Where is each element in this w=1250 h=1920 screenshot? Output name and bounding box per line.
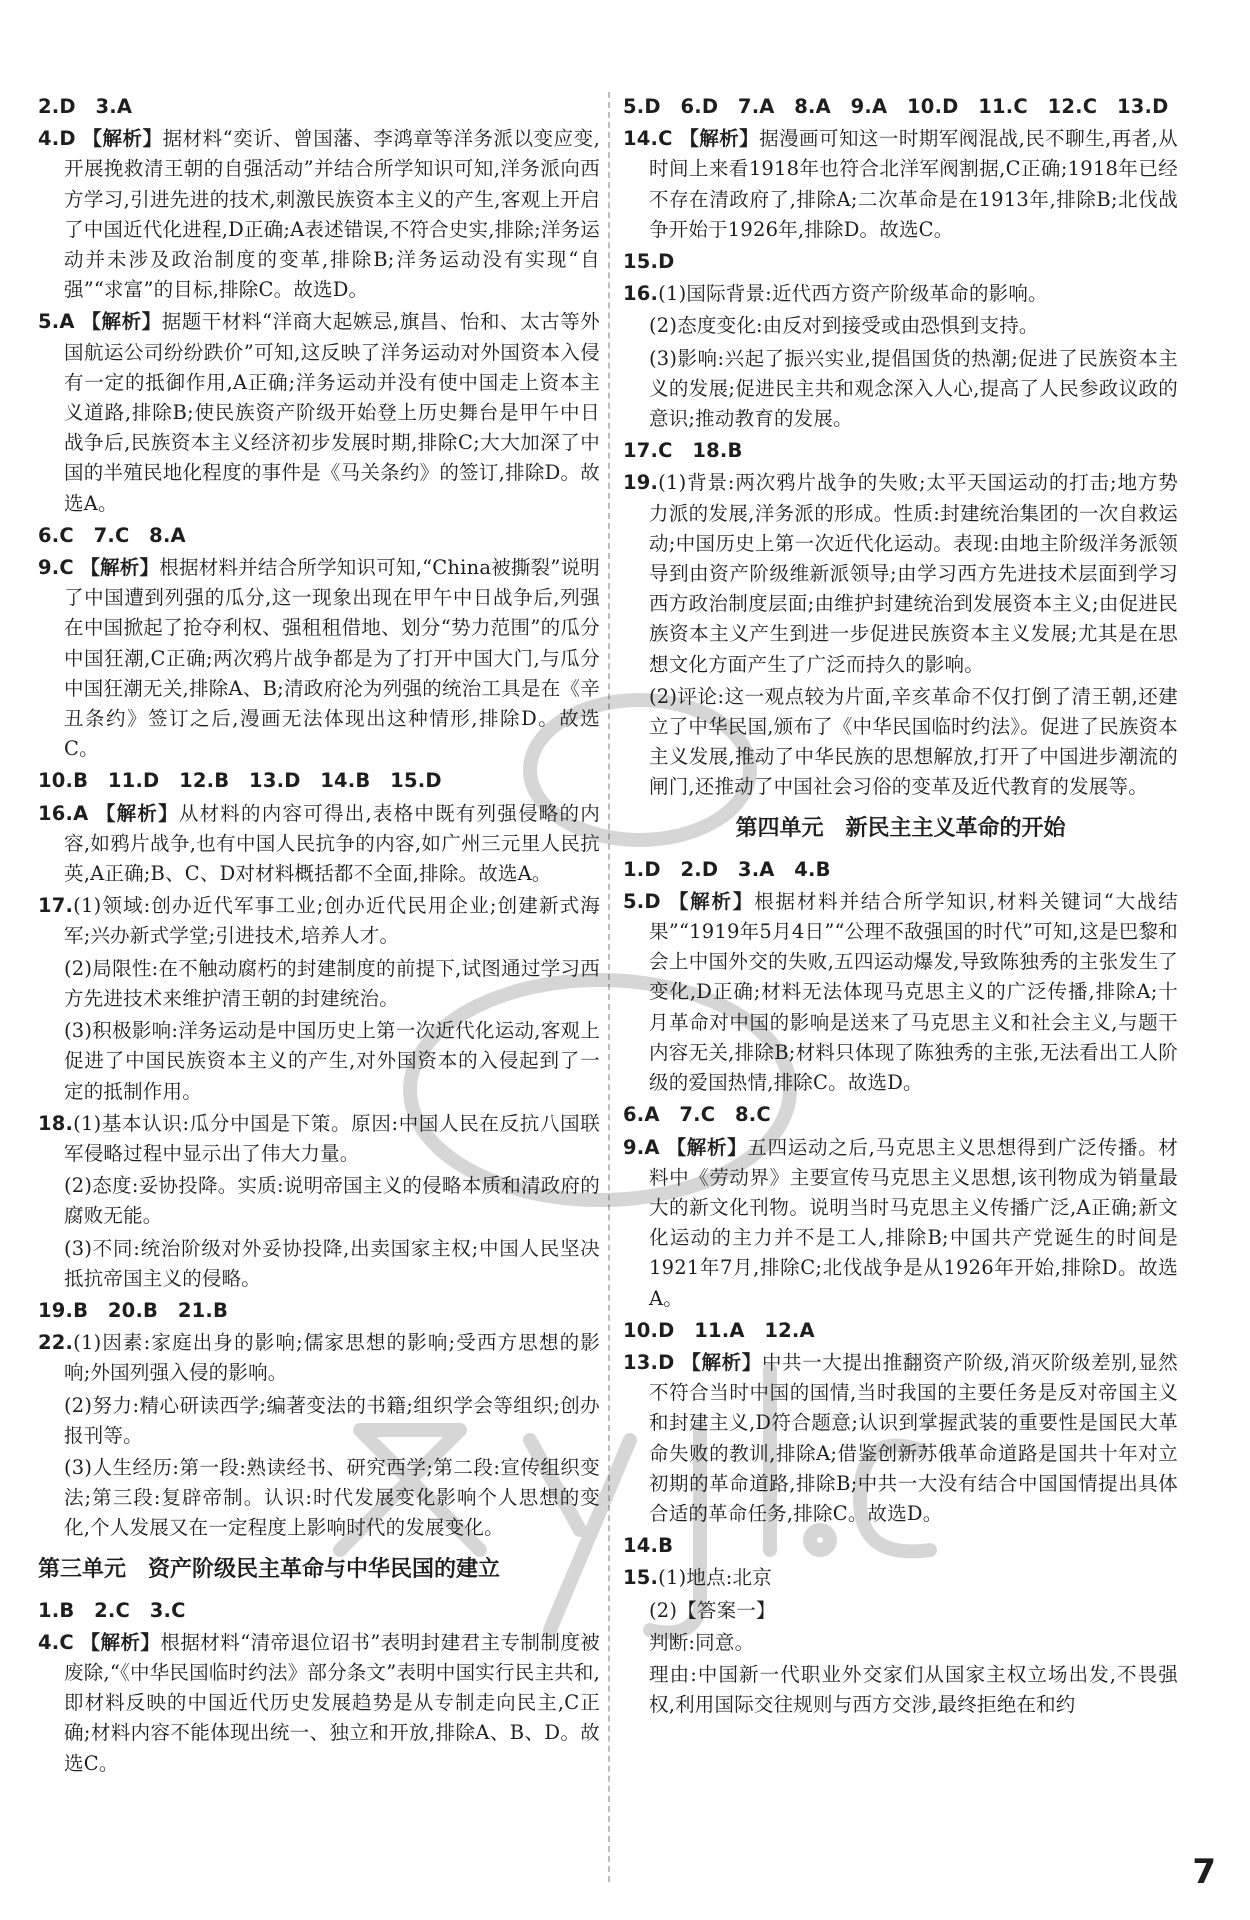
answer-text: 中共一大提出推翻资产阶级,消灭阶级差别,显然不符合当时中国的国情,当时我国的主要任务是反对帝国主义和封建主义,D符合题意;认识到掌握武装的重要性是国民大革命失败的教训,排除A;借鉴创新苏俄革命道路是国共十年对立初期的革命道路,排除B;中共一大没有结合中国国情提出具体合适的革命任务,排除C。故选D。 (649, 1350, 1178, 1525)
answer-line (623, 92, 1178, 122)
answer-subpart: (2)努力:精心研读西学;编著变法的书籍;组织学会等组织;创办报刊等。 (64, 1393, 600, 1447)
analysis-label: 【解析】 (80, 556, 160, 580)
analysis-label: 【解析】 (666, 1135, 748, 1159)
answer-line (38, 1596, 600, 1626)
question-number: 13.D (623, 1350, 675, 1374)
column-divider (608, 92, 610, 1882)
answer-numbers: 1.B 2.C 3.C (38, 1598, 186, 1622)
answer-numbers: 5.D 6.D 7.A 8.A 9.A 10.D 11.C 12.C 13.D (623, 95, 1169, 118)
answer-line (38, 92, 600, 122)
answer-line (38, 1296, 600, 1326)
question-number: 22. (38, 1331, 74, 1355)
analysis-label: 【解析】 (681, 1350, 762, 1374)
answer-numbers: 10.B 11.D 12.B 13.D 14.B 15.D (38, 769, 442, 793)
right-column (623, 92, 1178, 1722)
answer-text: 据题干材料“洋商大起嫉忌,旗昌、怡和、太古等外国航运公司纷纷跌价”可知,这反映了洋务运动对外国资本入侵有一定的抵御作用,A正确;洋务运动并没有使中国走上资本主义道路,排除B;使民族资产阶级开始登上历史舞台是甲午中日战争后,民族资本主义经济初步发展时期,排除C;大大加深了中国的半殖民地化程度的事件是《马关条约》的签订,排除D。故选A。 (64, 310, 600, 515)
answer-text: (1)国际背景:近代西方资产阶级革命的影响。 (658, 282, 1048, 306)
question-number: 4.C (38, 1630, 74, 1654)
answer-numbers: 17.C 18.B (623, 439, 743, 463)
analysis-label: 【解析】 (668, 889, 755, 913)
answer-numbers: 14.B (623, 1534, 674, 1558)
answer-text: 据材料“奕䜣、曾国藩、李鸿章等洋务派以变应变,开展挽救清王朝的自强活动”并结合所学知识可知,洋务派向西方学习,引进先进的技术,刺激民族资本主义的产生,客观上开启了中国近代化进程,D正确;A表述错误,不符合史实,排除;洋务运动并未涉及政治制度的变革,排除B;洋务运动没有实现“自强”“求富”的目标,排除C。故选D。 (64, 127, 600, 302)
answer-text: (1)领域:创办近代军事工业;创办近代民用企业;创建新式海军;兴办新式学堂;引进技术,培养人才。 (64, 894, 600, 948)
answer-item (623, 279, 1178, 309)
question-number: 15. (623, 1566, 659, 1590)
answer-text: (1)背景:两次鸦片战争的失败;太平天国运动的打击;地方势力派的发展,洋务派的形成。性质:封建统治集团的一次自救运动;中国历史上第一次近代化运动。表现:由地主阶级洋务派领导到由资产阶级维新派领导;由学习西方先进技术层面到学习西方政治制度层面;由维护封建统治到发展资本主义;由促进民族资本主义产生到进一步促进民族资本主义发展;尤其是在思想文化方面产生了广泛而持久的影响。 (649, 471, 1178, 676)
answer-subpart: (2)态度变化:由反对到接受或由恐惧到支持。 (649, 314, 1039, 338)
answer-text: 根据材料并结合所学知识,材料关键词“大战结果”“1919年5月4日”“公理不敌强国的时代”可知,这是巴黎和会上中国外交的失败,五四运动爆发,导致陈独秀的主张发生了变化,D正确;材料无法体现马克思主义的广泛传播,排除A;十月革命对中国的影响是送来了马克思主义和社会主义,与题干内容无关,排除B;材料只体现了陈独秀的主张,无法看出工人阶级的爱国热情,排除C。故选D。 (649, 889, 1178, 1095)
answer-item (623, 124, 1178, 245)
answer-subpart: (3)人生经历:第一段:熟读经书、研究西学;第二段:宣传组织变法;第三段:复辟帝制。认识:时代发展变化影响个人思想的变化,个人发展又在一定程度上影响时代的发展变化。 (64, 1455, 600, 1540)
answer-line (623, 1316, 1178, 1346)
question-number: 17. (38, 894, 74, 918)
answer-line (623, 247, 1178, 277)
answer-item (38, 1328, 600, 1388)
answer-subpart: 理由:中国新一代职业外交家们从国家主权立场出发,不畏强权,利用国际交往规则与西方交涉,最终拒绝在和约 (649, 1662, 1178, 1717)
unit-title: 第三单元 资产阶级民主革命与中华民国的建立 (38, 1556, 501, 1582)
analysis-label: 【解析】 (82, 127, 163, 151)
left-column (38, 92, 600, 1781)
answer-numbers: 1.D 2.D 3.A 4.B (623, 857, 831, 881)
answer-text: (1)基本认识:瓜分中国是下策。原因:中国人民在反抗八国联军侵略过程中显示出了伟大力量。 (64, 1111, 600, 1165)
question-number: 14.C (623, 127, 673, 151)
unit-title: 第四单元 新民主主义革命的开始 (735, 815, 1066, 841)
page-number: 7 (1192, 1852, 1216, 1892)
question-number: 9.C (38, 556, 74, 580)
answer-item (623, 1563, 1178, 1593)
answer-text: 从材料的内容可得出,表格中既有列强侵略的内容,如鸦片战争,也有中国人民抗争的内容,如广州三元里人民抗英,A正确;B、C、D对材料概括都不全面,排除。故选A。 (64, 801, 600, 886)
answer-subpart: (3)积极影响:洋务运动是中国历史上第一次近代化运动,客观上促进了中国民族资本主义的产生,对外国资本的入侵起到了一定的抵制作用。 (64, 1019, 600, 1103)
analysis-label: 【解析】 (95, 801, 179, 825)
answer-subpart: (2)【答案一】 (649, 1598, 776, 1622)
question-number: 16. (623, 282, 659, 306)
answer-line (623, 436, 1178, 466)
answer-numbers: 2.D 3.A (38, 95, 133, 118)
answer-numbers: 15.D (623, 250, 675, 274)
answer-item (38, 799, 600, 890)
answer-text: 根据材料“清帝退位诏书”表明封建君主专制制度被废除,“《中华民国临时约法》部分条文”表明中国实行民主共和,即材料反映的中国近代历史发展趋势是从专制走向民主,C正确;材料内容不能体现出统一、独立和开放,排除A、B、D。故选C。 (64, 1630, 600, 1775)
question-number: 18. (38, 1111, 74, 1135)
answer-item (38, 553, 600, 764)
answer-text: (1)地点:北京 (658, 1566, 772, 1590)
answer-subpart: (3)影响:兴起了振兴实业,提倡国货的热潮;促进了民族资本主义的发展;促进民主共和观念深入人心,提高了人民参政议政的意识;推动教育的发展。 (649, 346, 1178, 431)
answer-numbers: 6.C 7.C 8.A (38, 523, 186, 547)
answer-item (38, 1109, 600, 1169)
answer-item (623, 1133, 1178, 1314)
answer-subpart: (2)态度:妥协投降。实质:说明帝国主义的侵略本质和清政府的腐败无能。 (64, 1174, 600, 1228)
answer-item (623, 887, 1178, 1098)
question-number: 5.A (38, 310, 75, 334)
answer-item (38, 891, 600, 951)
answer-subpart: (2)局限性:在不触动腐朽的封建制度的前提下,试图通过学习西方先进技术来维护清王朝的封建统治。 (64, 956, 600, 1010)
question-number: 16.A (38, 801, 89, 825)
answer-numbers: 19.B 20.B 21.B (38, 1298, 229, 1322)
answer-line (623, 1531, 1178, 1561)
answer-numbers: 6.A 7.C 8.C (623, 1103, 771, 1127)
analysis-label: 【解析】 (81, 310, 162, 334)
answer-item (38, 124, 600, 305)
answer-item (38, 307, 600, 518)
answer-item (623, 1348, 1178, 1529)
answer-line (623, 855, 1178, 885)
answer-subpart: (3)不同:统治阶级对外妥协投降,出卖国家主权;中国人民坚决抵抗帝国主义的侵略。 (64, 1236, 600, 1290)
answer-line (38, 766, 600, 796)
answer-subpart: (2)评论:这一观点较为片面,辛亥革命不仅打倒了清王朝,还建立了中华民国,颁布了《中华民国临时约法》。促进了民族资本主义发展,推动了中华民族的思想解放,打开了中国进步潮流的闸门,还推动了中国社会习俗的变革及近代教育的发展等。 (649, 684, 1178, 799)
question-number: 9.A (623, 1135, 660, 1159)
question-number: 4.D (38, 127, 76, 151)
analysis-label: 【解析】 (679, 127, 760, 151)
answer-subpart: 判断:同意。 (649, 1630, 755, 1654)
answer-line (623, 1100, 1178, 1130)
answer-numbers: 10.D 11.A 12.A (623, 1318, 815, 1342)
answer-item (623, 468, 1178, 679)
answer-text: 据漫画可知这一时期军阀混战,民不聊生,再者,从时间上来看1918年也符合北洋军阀割据,C正确;1918年已经不存在清政府了,排除A;二次革命是在1913年,排除B;北伐战争开始于1926年,排除D。故选C。 (649, 127, 1178, 241)
answer-line (38, 521, 600, 551)
answer-text: (1)因素:家庭出身的影响;儒家思想的影响;受西方思想的影响;外国列强入侵的影响。 (64, 1331, 600, 1385)
answer-text: 根据材料并结合所学知识可知,“China被撕裂”说明了中国遭到列强的瓜分,这一现象出现在甲午中日战争后,列强在中国掀起了抢夺利权、强租租借地、划分“势力范围”的瓜分中国狂潮,C正确;两次鸦片战争都是为了打开中国大门,与瓜分中国狂潮无关,排除A、B;清政府沦为列强的统治工具是在《辛丑条约》签订之后,漫画无法体现出这种情形,排除D。故选C。 (64, 556, 600, 761)
question-number: 5.D (623, 889, 661, 913)
answer-item (38, 1628, 600, 1779)
answer-text: 五四运动之后,马克思主义思想得到广泛传播。材料中《劳动界》主要宣传马克思主义思想,该刊物成为销量最大的新文化刊物。说明当时马克思主义传播广泛,A正确;新文化运动的主力并不是工人,排除B;中国共产党诞生的时间是1921年7月,排除C;北伐战争是从1926年开始,排除D。故选A。 (649, 1135, 1178, 1310)
question-number: 19. (623, 471, 659, 495)
analysis-label: 【解析】 (80, 1630, 161, 1654)
